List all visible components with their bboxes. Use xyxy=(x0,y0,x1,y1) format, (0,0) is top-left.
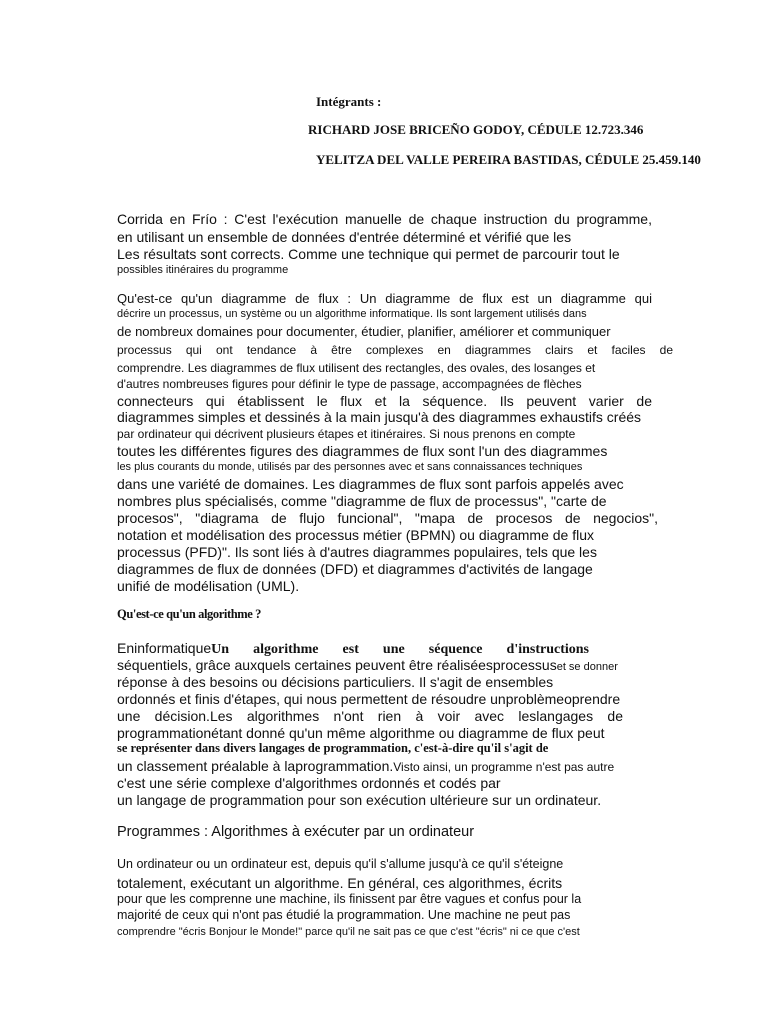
p1-line-1: Corrida en Frío : C'est l'exécution manuelle de chaque instruction du programme, xyxy=(117,211,652,227)
p2-line-18: unifié de modélisation (UML). xyxy=(117,578,300,594)
p3-line-8-main: un classement préalable à laprogrammation. xyxy=(117,758,394,774)
p4-line-5: comprendre "écris Bonjour le Monde!" parce qu'il ne sait pas ce que c'est "écris" ni ce que c'est xyxy=(117,926,580,938)
heading-algorithme: Qu'est-ce qu'un algorithme ? xyxy=(117,607,262,621)
member-2: YELITZA DEL VALLE PEREIRA BASTIDAS, CÉDULE 25.459.140 xyxy=(316,152,701,167)
p2-line-2: décrire un processus, un système ou un algorithme informatique. Ils sont largement utilisés dans xyxy=(117,308,587,320)
p3-line-4: ordonnés et finis d'étapes, qui nous permettent de résoudre unproblèmeoprendre xyxy=(117,691,621,707)
p2-line-4: processus qui ont tendance à être complexes en diagrammes clairs et faciles de xyxy=(117,343,673,357)
p3-line-7: se représenter dans divers langages de programmation, c'est-à-dire qu'il s'agit de xyxy=(117,741,549,755)
p1-line-2: en utilisant un ensemble de données d'entrée déterminé et vérifié que les xyxy=(117,229,572,245)
p3-line-2-main: séquentiels, grâce auxquels certaines peuvent être réaliséesprocessus xyxy=(117,657,557,673)
p2-line-15: notation et modélisation des processus métier (BPMN) ou diagramme de flux xyxy=(117,527,594,543)
p3-line-2 xyxy=(117,657,618,675)
p2-line-9: par ordinateur qui décrivent plusieurs étapes et itinéraires. Si nous prenons en compte xyxy=(117,427,576,441)
p2-line-11: les plus courants du monde, utilisés par des personnes avec et sans connaissances techniques xyxy=(117,461,583,473)
p1-line-4: possibles itinéraires du programme xyxy=(117,264,289,276)
p3-line-1 xyxy=(117,640,589,658)
p3-line-8 xyxy=(117,758,614,776)
p2-line-13: nombres plus spécialisés, comme "diagramme de flux de processus", "carte de xyxy=(117,493,607,509)
p4-line-1: Un ordinateur ou un ordinateur est, depuis qu'il s'allume jusqu'à ce qu'il s'éteigne xyxy=(117,857,564,871)
p3-line-6: programmationétant donné qu'un même algorithme ou diagramme de flux peut xyxy=(117,725,605,741)
p3-line-5: une décision.Les algorithmes n'ont rien à voir avec leslangages de xyxy=(117,708,623,724)
p2-line-6: d'autres nombreuses figures pour définir le type de passage, accompagnées de flèches xyxy=(117,377,582,391)
member-1: RICHARD JOSE BRICEÑO GODOY, CÉDULE 12.723.346 xyxy=(308,122,644,137)
p1-line-3: Les résultats sont corrects. Comme une technique qui permet de parcourir tout le xyxy=(117,246,620,262)
p2-line-10: toutes les différentes figures des diagrammes de flux sont l'un des diagrammes xyxy=(117,443,608,459)
p3-line-8-end: Visto ainsi, un programme n'est pas autre xyxy=(393,760,615,774)
p4-line-3: pour que les comprenne une machine, ils finissent par être vagues et confus pour la xyxy=(117,892,582,906)
p2-line-7: connecteurs qui établissent le flux et la séquence. Ils peuvent varier de xyxy=(117,393,652,409)
p2-line-16: processus (PFD)". Ils sont liés à d'autres diagrammes populaires, tels que les xyxy=(117,544,597,560)
p2-line-12: dans une variété de domaines. Les diagrammes de flux sont parfois appelés avec xyxy=(117,476,624,492)
p3-line-10: un langage de programmation pour son exécution ultérieure sur un ordinateur. xyxy=(117,792,602,808)
p2-line-17: diagrammes de flux de données (DFD) et diagrammes d'activités de langage xyxy=(117,561,593,577)
p4-line-2: totalement, exécutant un algorithme. En général, ces algorithmes, écrits xyxy=(117,875,563,891)
p4-line-4: majorité de ceux qui n'ont pas étudié la programmation. Une machine ne peut pas xyxy=(117,908,571,922)
p3-line-1-start: Eninformatique xyxy=(117,640,212,656)
p2-line-5: comprendre. Les diagrammes de flux utilisent des rectangles, des ovales, des losanges et xyxy=(117,361,596,375)
p3-line-3: réponse à des besoins ou décisions particuliers. Il s'agit de ensembles xyxy=(117,674,554,690)
p2-line-8: diagrammes simples et dessinés à la main jusqu'à des diagrammes exhaustifs créés xyxy=(117,409,642,425)
p2-line-14: procesos", "diagrama de flujo funcional", "mapa de procesos de negocios", xyxy=(117,510,658,526)
p2-line-3: de nombreux domaines pour documenter, étudier, planifier, améliorer et communiquer xyxy=(117,324,611,339)
p3-line-2-end: et se donner xyxy=(556,661,618,673)
members-label: Intégrants : xyxy=(316,94,382,109)
p3-line-9: c'est une série complexe d'algorithmes ordonnés et codés par xyxy=(117,775,501,791)
heading-programmes: Programmes : Algorithmes à exécuter par un ordinateur xyxy=(117,824,475,840)
p3-line-1-bold: Un algorithme est une séquence d'instructions xyxy=(211,642,589,657)
p2-line-1: Qu'est-ce qu'un diagramme de flux : Un diagramme de flux est un diagramme qui xyxy=(117,291,652,306)
